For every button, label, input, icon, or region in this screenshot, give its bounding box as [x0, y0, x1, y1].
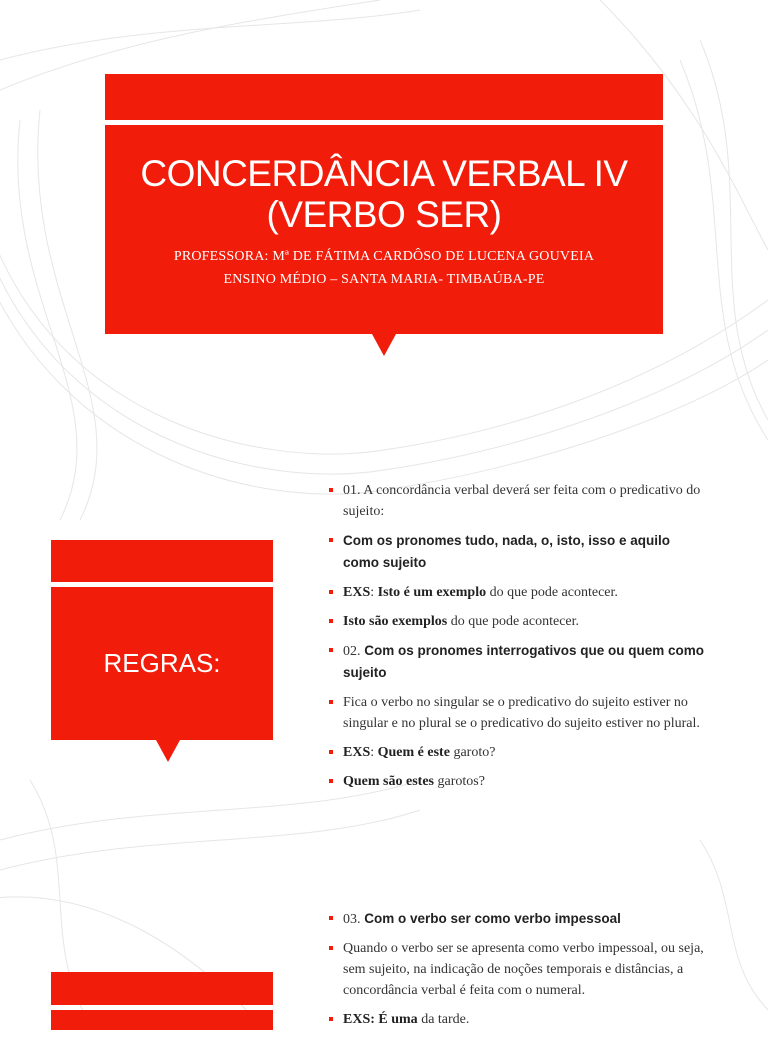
title-block — [105, 125, 663, 334]
slide3-heading-block — [51, 1010, 273, 1030]
school-line: ENSINO MÉDIO – SANTA MARIA- TIMBAÚBA-PE — [223, 272, 545, 287]
list-item: Isto são exemplos do que pode acontecer. — [329, 611, 709, 632]
rules-heading-block — [51, 587, 273, 740]
rules-list — [329, 480, 709, 800]
rules-pointer — [156, 740, 180, 762]
list-item: 02. Com os pronomes interrogativos que ou quem como sujeito — [329, 640, 709, 684]
title-top-bar — [105, 74, 663, 120]
rule3-list — [329, 908, 709, 1038]
title-subtitle — [105, 245, 663, 291]
rules-top-bar — [51, 540, 273, 582]
page-title: CONCERDÂNCIA VERBAL IV (VERBO SER) — [140, 153, 628, 235]
list-item: EXS: Isto é um exemplo do que pode acontecer. — [329, 582, 709, 603]
slide3-top-bar — [51, 972, 273, 1005]
list-item: 03. Com o verbo ser como verbo impessoal — [329, 908, 709, 930]
list-item: Quando o verbo ser se apresenta como verbo impessoal, ou seja, sem sujeito, na indicação de noções temporais e distâncias, a concordância verbal é feita com o numeral. — [329, 938, 709, 1001]
list-item: 01. A concordância verbal deverá ser feita com o predicativo do sujeito: — [329, 480, 709, 522]
list-item: EXS: É uma da tarde. — [329, 1009, 709, 1030]
list-item: Quem são estes garotos? — [329, 771, 709, 792]
list-item: Com os pronomes tudo, nada, o, isto, isso e aquilo como sujeito — [329, 530, 709, 574]
teacher-line: PROFESSORA: Mª DE FÁTIMA CARDÔSO DE LUCENA GOUVEIA — [173, 249, 595, 264]
rules-heading: REGRAS: — [103, 648, 221, 678]
list-item: Fica o verbo no singular se o predicativo do sujeito estiver no singular e no plural se o predicativo do sujeito estiver no plural. — [329, 692, 709, 734]
list-item: EXS: Quem é este garoto? — [329, 742, 709, 763]
title-pointer — [372, 334, 396, 356]
